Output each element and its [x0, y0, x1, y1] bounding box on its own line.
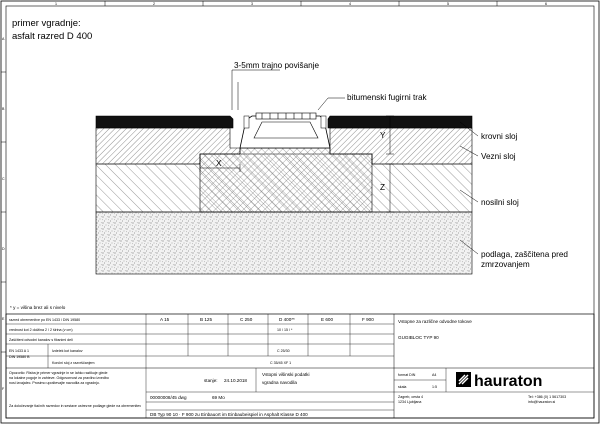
col-label-3: 3 — [251, 2, 253, 6]
tb-bottom-line: DB Typ 90 10 · F 900 zu Einbauort im Einbaubeispiel in Asphalt Klasse D 400 — [150, 412, 308, 417]
tb-address-2: 1234 Ljubljana — [398, 400, 422, 404]
tb-format-value: A4 — [432, 373, 437, 377]
tb-row3-value: C 25/30 — [277, 349, 290, 353]
row-label-b: B — [2, 107, 5, 111]
tb-address-1: Zagreb, cesta 4 — [398, 395, 423, 399]
col-label-6: 6 — [545, 2, 547, 6]
company-name: hauraton — [474, 373, 543, 390]
raise-annotation: 3-5mm trajno povišanje — [234, 61, 320, 70]
header-line-1: primer vgradnje: — [12, 18, 81, 29]
tb-class-f900: F 900 — [362, 317, 374, 322]
label-base-layer: nosilni sloj — [481, 198, 519, 207]
tb-left-row-4: Izdelek kot kanalov — [52, 349, 83, 353]
label-subgrade-2: zmrzovanjem — [481, 260, 530, 269]
subgrade-layer — [96, 212, 472, 274]
label-binder-layer: Vezni sloj — [481, 152, 516, 161]
tb-left-row-5: Končni sloj z razvrščanjem — [52, 361, 95, 365]
tb-class-e600: E 600 — [321, 317, 334, 322]
dim-x-label: X — [216, 159, 222, 168]
concrete-bedding — [200, 148, 372, 212]
tb-scale-label: skala — [398, 385, 407, 389]
col-label-1: 1 — [55, 2, 57, 6]
grating — [256, 113, 316, 119]
tb-note-line-3: nosi izvajalec. Prosimo upoštevajte navodila za vgradnjo. — [9, 381, 100, 385]
tb-format-label: format DIN — [398, 373, 416, 377]
column-ruler — [55, 1, 547, 6]
tb-status-label: stanje: — [204, 378, 218, 383]
tb-left-row-1: razred obremenitve po EN 1433 / DIN 19580 — [9, 318, 81, 322]
footnote: * y = višina brez ali s nivelo — [10, 305, 66, 310]
row-label-f: F — [2, 387, 5, 391]
tb-left-code-2: DIN 19580 B — [9, 355, 30, 359]
label-subgrade-1: podlaga, zaščitena pred — [481, 250, 568, 259]
tb-doc-size: 69 Mo — [212, 395, 225, 400]
roof-layer-left — [96, 116, 233, 128]
tb-class-a15: A 15 — [160, 317, 170, 322]
tb-bottom-note: Za določevanje tlačnih razredov in sestave ustrezne podlage glede na obremenitev — [9, 404, 142, 408]
tb-email: info@hauraton.si — [528, 400, 556, 404]
joint-right — [321, 116, 326, 128]
tb-class-b125: B 125 — [200, 317, 213, 322]
col-label-2: 2 — [153, 2, 155, 6]
row-label-d: D — [2, 247, 5, 251]
label-roof-layer: krovni sloj — [481, 132, 518, 141]
tb-phone: Tel: +386 (0) 1 5617303 — [528, 395, 567, 399]
tb-row2-value: 10 / 15 / * — [277, 328, 293, 332]
tb-note-line-1: Opozorilo: Risba je primer vgradnje in se lahko razlikuje glede — [9, 371, 108, 375]
tb-left-row-3: Zaščiteni odvodni kanalov s fiksnimi deli — [9, 338, 73, 342]
joint-tape-annotation: bitumenski fugirni trak — [347, 93, 427, 102]
tb-left-code-1: EN 1433 A 1 — [9, 349, 29, 353]
title-block — [6, 314, 594, 418]
row-label-e: E — [2, 317, 5, 321]
roof-layer-right — [328, 116, 472, 128]
tb-project-line-1: Vstopne za različne odvodne tokove — [398, 319, 472, 324]
hauraton-logo-icon — [456, 372, 471, 387]
tb-product: GUGIBLOC TYP 90 — [398, 335, 439, 340]
tb-class-c250: C 250 — [240, 317, 253, 322]
tb-status-date: 24.10.2018 — [224, 378, 247, 383]
tb-left-row-2: vrednost kot 2 dolžina 2 / 2 širina (v cm) — [9, 328, 73, 332]
col-label-5: 5 — [447, 2, 449, 6]
row-label-a: A — [2, 37, 5, 41]
tb-row4-value: C 35/45 XF 1 — [270, 361, 292, 365]
tb-class-d400: D 400** — [279, 317, 295, 322]
dim-y-label: Y — [380, 131, 386, 140]
tb-doc-title-2: vgradna navodila — [262, 380, 297, 385]
dim-z-label: Z — [380, 183, 386, 192]
tb-scale-value: 1:5 — [432, 385, 437, 389]
row-label-c: C — [2, 177, 5, 181]
joint-left — [244, 116, 249, 128]
channel-inner — [254, 122, 318, 138]
tb-note-line-2: na lokalne pogoje in zahteve. Odgovornost za pravilno izvedbo — [9, 376, 109, 380]
header-line-2: asfalt razred D 400 — [12, 31, 93, 42]
col-label-4: 4 — [349, 2, 351, 6]
row-ruler — [1, 37, 6, 391]
tb-doc-title-1: Vstopni višinski podatki — [262, 372, 310, 377]
tb-doc-number: 00000008/45 dwg — [150, 395, 187, 400]
